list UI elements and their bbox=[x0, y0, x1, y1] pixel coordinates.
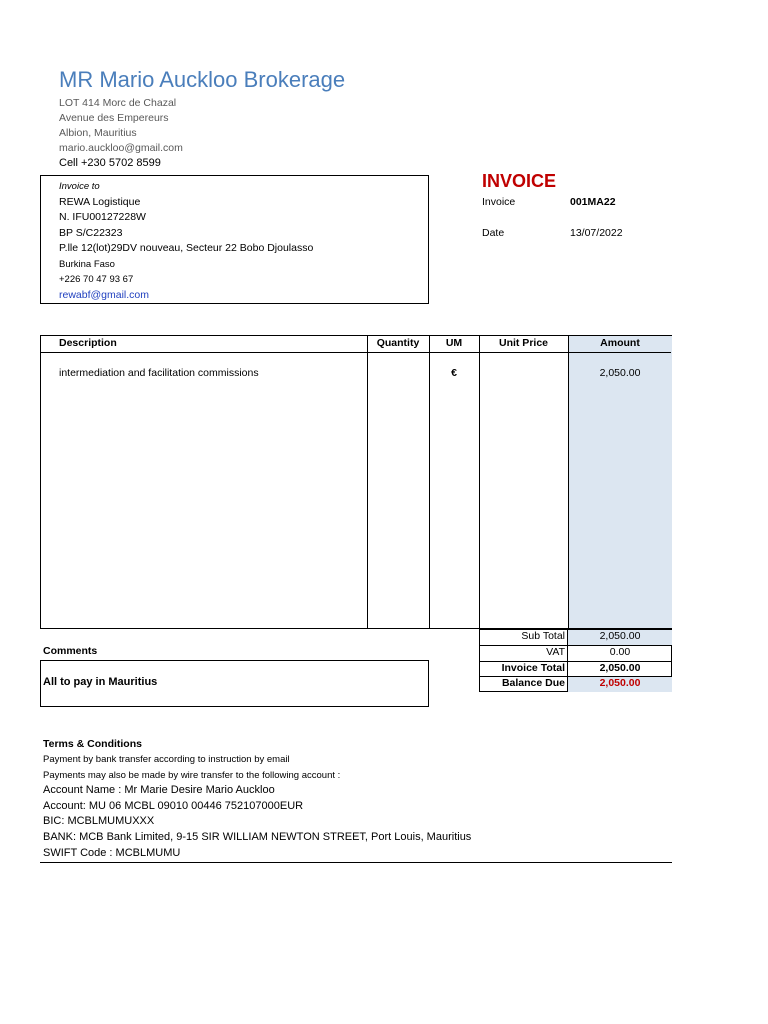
invoice-number-label: Invoice bbox=[482, 196, 516, 208]
bank-bic: BIC: MCBLMUMUXXX bbox=[43, 815, 155, 827]
invoice-total-value: 2,050.00 bbox=[599, 662, 641, 674]
header-amount: Amount bbox=[600, 337, 640, 349]
bank-swift: SWIFT Code : MCBLMUMU bbox=[43, 847, 181, 859]
header-quantity: Quantity bbox=[376, 337, 420, 349]
bill-to-ifu: N. IFU00127228W bbox=[59, 211, 146, 223]
comments-label: Comments bbox=[43, 645, 98, 657]
subtotal-value: 2,050.00 bbox=[568, 630, 672, 645]
company-cell: Cell +230 5702 8599 bbox=[59, 157, 161, 169]
bill-to-box bbox=[40, 175, 429, 304]
company-address-line: Avenue des Empereurs bbox=[59, 112, 169, 124]
balance-due-value: 2,050.00 bbox=[568, 677, 672, 692]
invoice-number: 001MA22 bbox=[570, 196, 616, 208]
bank-name: BANK: MCB Bank Limited, 9-15 SIR WILLIAM NEWTON STREET, Port Louis, Mauritius bbox=[43, 831, 472, 843]
comments-text: All to pay in Mauritius bbox=[43, 676, 158, 688]
bill-to-name: REWA Logistique bbox=[59, 196, 141, 208]
bill-to-phone: +226 70 47 93 67 bbox=[59, 274, 134, 285]
amount-column-fill bbox=[568, 336, 672, 628]
bill-to-address: P.lle 12(lot)29DV nouveau, Secteur 22 Bobo Djoulasso bbox=[59, 242, 314, 254]
company-address-line: LOT 414 Morc de Chazal bbox=[59, 97, 177, 109]
terms-title: Terms & Conditions bbox=[43, 738, 142, 750]
invoice-title: INVOICE bbox=[482, 171, 557, 191]
row-description: intermediation and facilitation commissions bbox=[59, 367, 259, 379]
bank-account-name: Account Name : Mr Marie Desire Mario Auckloo bbox=[43, 784, 275, 796]
row-amount: 2,050.00 bbox=[599, 367, 641, 379]
bill-to-bp: BP S/C22323 bbox=[59, 227, 123, 239]
terms-line: Payment by bank transfer according to instruction by email bbox=[43, 754, 290, 765]
bank-account-number: Account: MU 06 MCBL 09010 00446 752107000EUR bbox=[43, 800, 304, 812]
row-um: € bbox=[451, 367, 457, 379]
vat-label: VAT bbox=[546, 646, 565, 658]
bottom-divider bbox=[40, 862, 672, 863]
invoice-date-label: Date bbox=[482, 227, 505, 239]
bill-to-email[interactable]: rewabf@gmail.com bbox=[59, 289, 150, 301]
header-um: UM bbox=[445, 337, 463, 349]
header-description: Description bbox=[59, 337, 117, 349]
invoice-date: 13/07/2022 bbox=[570, 227, 623, 239]
terms-line: Payments may also be made by wire transfer to the following account : bbox=[43, 770, 341, 781]
totals-table bbox=[479, 629, 672, 692]
comments-box bbox=[40, 660, 429, 707]
vat-value: 0.00 bbox=[609, 646, 631, 658]
header-unit-price: Unit Price bbox=[498, 337, 548, 349]
bill-to-label: Invoice to bbox=[59, 181, 100, 192]
bill-to-country: Burkina Faso bbox=[59, 259, 115, 270]
company-email: mario.auckloo@gmail.com bbox=[59, 142, 183, 154]
subtotal-label: Sub Total bbox=[521, 630, 565, 642]
balance-due-label: Balance Due bbox=[501, 677, 565, 689]
company-name: MR Mario Auckloo Brokerage bbox=[59, 67, 346, 92]
company-address-line: Albion, Mauritius bbox=[59, 127, 137, 139]
invoice-total-label: Invoice Total bbox=[501, 662, 565, 674]
items-table bbox=[40, 335, 672, 629]
